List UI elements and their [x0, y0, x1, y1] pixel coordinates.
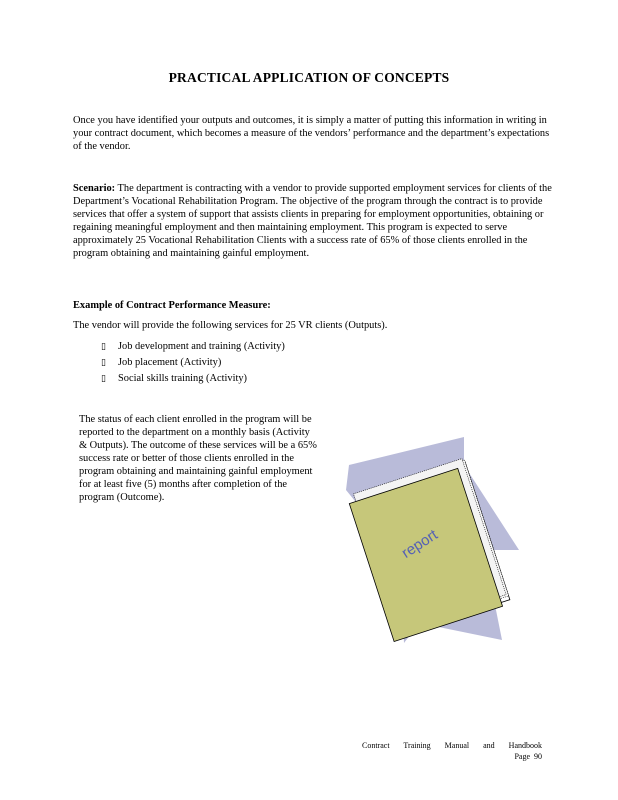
- report-label: report: [398, 526, 441, 562]
- report-clipart: [344, 435, 522, 645]
- footer-manual-title: Contract Training Manual and Handbook: [362, 741, 542, 750]
- scenario-label: Scenario:: [73, 183, 116, 194]
- scenario-paragraph: [73, 182, 553, 260]
- page-number: Page 90: [514, 752, 542, 761]
- bullet-icon: ▯: [101, 357, 106, 367]
- status-paragraph: The status of each client enrolled in the program will be reported to the department on a monthly basis (Activity & Outputs). The outcome of these services will be a 65% success rate or better of those clients enrolled in the program obtaining and maintaining gainful employment for at least five (5) months after completion of the program (Outcome).: [79, 414, 317, 503]
- services-list: [101, 340, 285, 388]
- list-item: [101, 356, 285, 372]
- list-item: [101, 372, 285, 388]
- page-footer: [362, 740, 542, 762]
- bullet-icon: ▯: [101, 341, 106, 351]
- list-item-label: Job placement (Activity): [118, 357, 222, 368]
- scenario-text: The department is contracting with a vendor to provide supported employment services for clients of the Department’s Vocational Rehabilitation Program. The objective of the program through the contract is to provide services that offer a system of support that assists clients in preparing for employment opportunities, obtaining or regaining meaningful employment and then maintaining employment. This program is expected to serve approximately 25 Vocational Rehabilitation Clients with a success rate of 65% of those clients enrolled in the program obtaining and maintaining gainful employment.: [73, 183, 552, 259]
- list-item-label: Job development and training (Activity): [118, 341, 285, 352]
- list-item-label: Social skills training (Activity): [118, 373, 248, 384]
- intro-paragraph: Once you have identified your outputs and outcomes, it is simply a matter of putting this information in writing in your contract document, which becomes a measure of the vendors’ performance and the department’s expectations of the vendor.: [73, 115, 550, 152]
- outputs-line: The vendor will provide the following services for 25 VR clients (Outputs).: [73, 320, 388, 331]
- example-heading: Example of Contract Performance Measure:: [73, 300, 271, 311]
- list-item: [101, 340, 285, 356]
- bullet-icon: ▯: [101, 373, 106, 383]
- page-title: PRACTICAL APPLICATION OF CONCEPTS: [168, 70, 450, 85]
